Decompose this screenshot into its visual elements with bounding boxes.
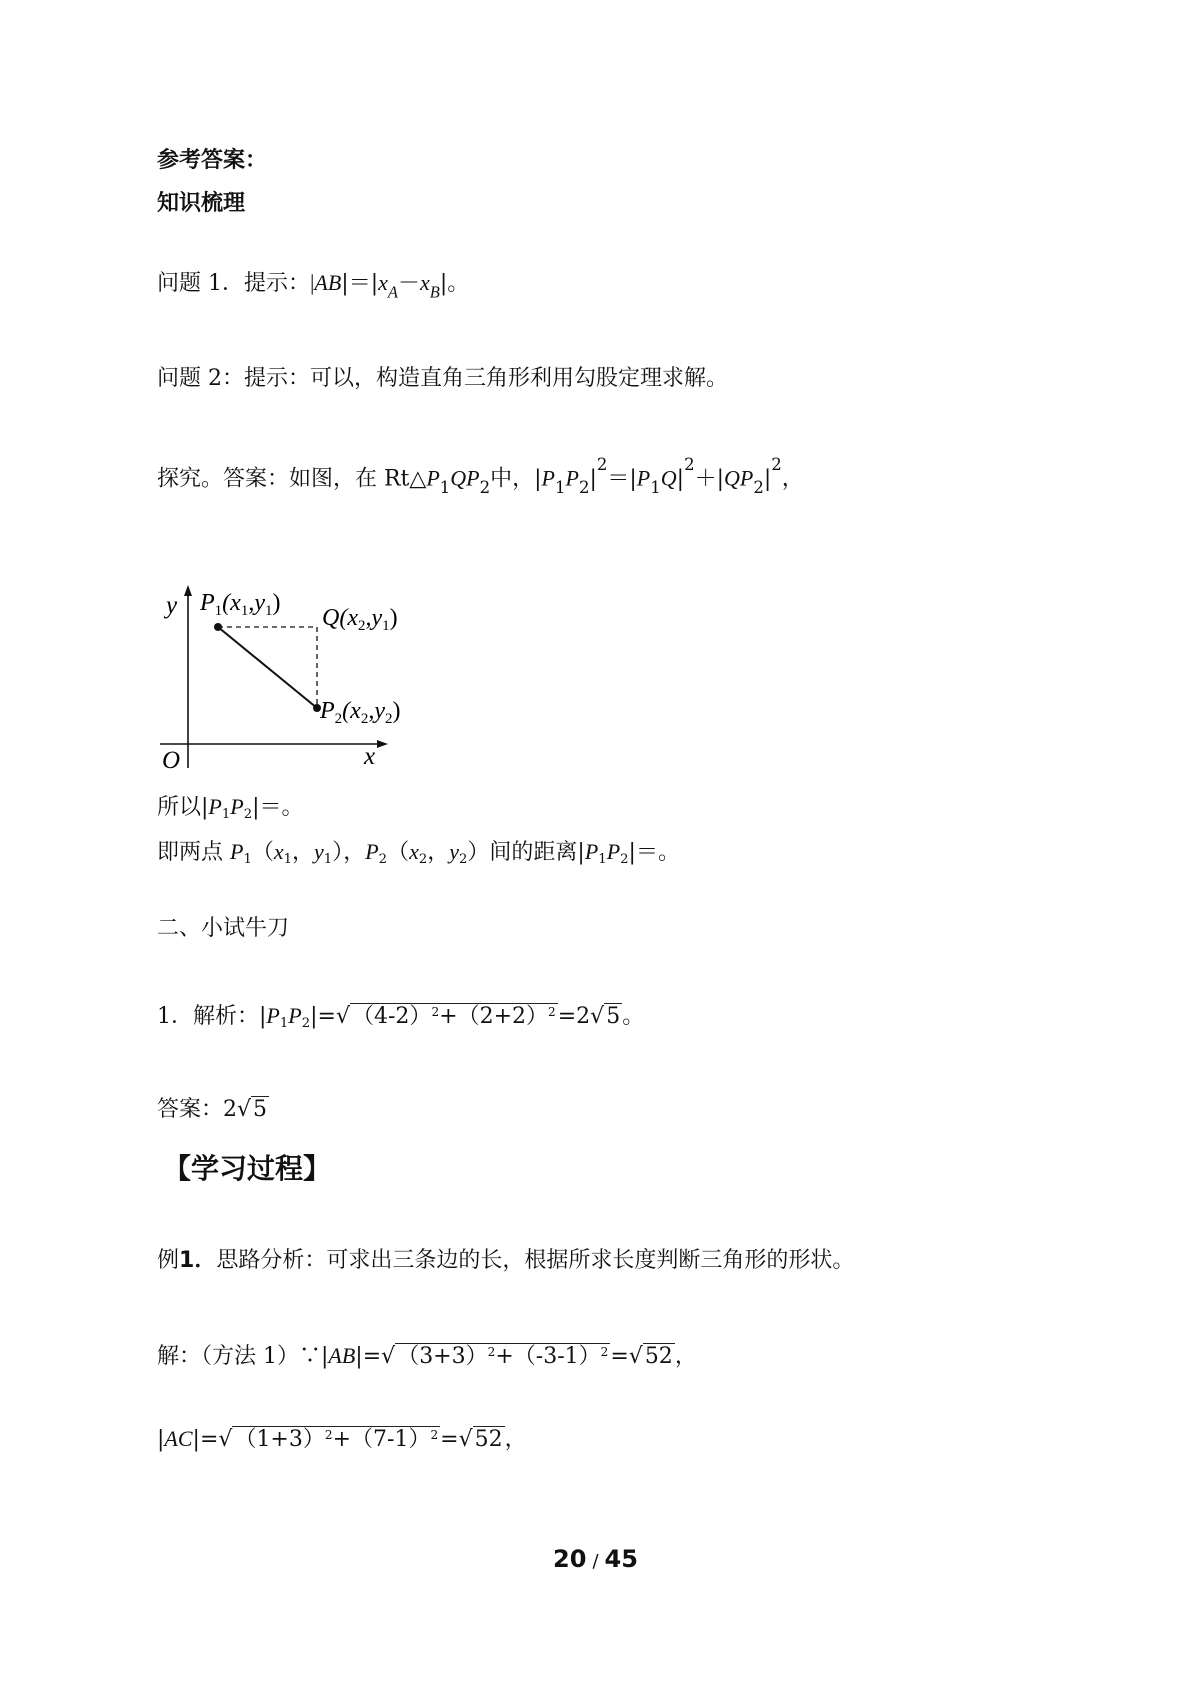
q-label: $Q(x_2,y_1)$ xyxy=(322,605,398,634)
so-distance: 所以$|P_1P_2|=$。 xyxy=(157,794,304,822)
page-number: 20 / 45 xyxy=(553,1545,638,1573)
answer-1: 答案：2√5 xyxy=(157,1097,268,1122)
explore-answer: 探究。答案：如图，在 $Rt\triangle P_1QP_2$中，$|P_1P_2|^2=|P_1Q|^2+|QP_2|^2$， xyxy=(157,455,804,498)
distance-formula: 即两点 $P_1(x_1$，$y_1$），$P_2(x_2$，$y_2$）间的距离$|P_1P_2|=$。 xyxy=(157,839,680,867)
solution-ab: 解：（方法 $1)\because|AB|=√(3+3)^2+(-3-1)^2=√52$， xyxy=(157,1343,697,1369)
y-axis-label: y xyxy=(166,592,178,619)
x-axis xyxy=(160,740,388,748)
p2-label: $P_2(x_2,y_2)$ xyxy=(320,698,401,727)
origin-label: O xyxy=(162,747,181,770)
x-axis-label: x xyxy=(364,743,376,770)
example-1-analysis: 例1．思路分析：可求出三条边的长，根据所求长度判断三角形的形状。 xyxy=(157,1248,855,1273)
solution-ac: $|AC|=√(1+3)^2+(7-1)^2=√52$， xyxy=(157,1426,527,1452)
p1-label: $P_1(x_1,y_1)$ xyxy=(200,590,281,619)
heading-knowledge: 知识梳理 xyxy=(157,191,246,216)
section-2-heading: 二、小试牛刀 xyxy=(157,916,290,941)
point-p1 xyxy=(214,623,222,631)
exercise-1-solution: 1．解析：$|P_1P_2|=√(4-2)^2+(2+2)^2=2√5$。 xyxy=(157,1003,645,1031)
segment-p1-p2 xyxy=(218,627,317,708)
question-1: 问题 1．提示：$|AB|=|x_A-x_B|$。 xyxy=(157,270,470,302)
distance-diagram xyxy=(150,580,450,770)
heading-learning-process: 【学习过程】 xyxy=(163,1152,332,1185)
question-2: 问题 2：提示：可以，构造直角三角形利用勾股定理求解。 xyxy=(157,366,728,391)
y-axis xyxy=(184,585,192,768)
heading-answers: 参考答案： xyxy=(157,148,268,173)
